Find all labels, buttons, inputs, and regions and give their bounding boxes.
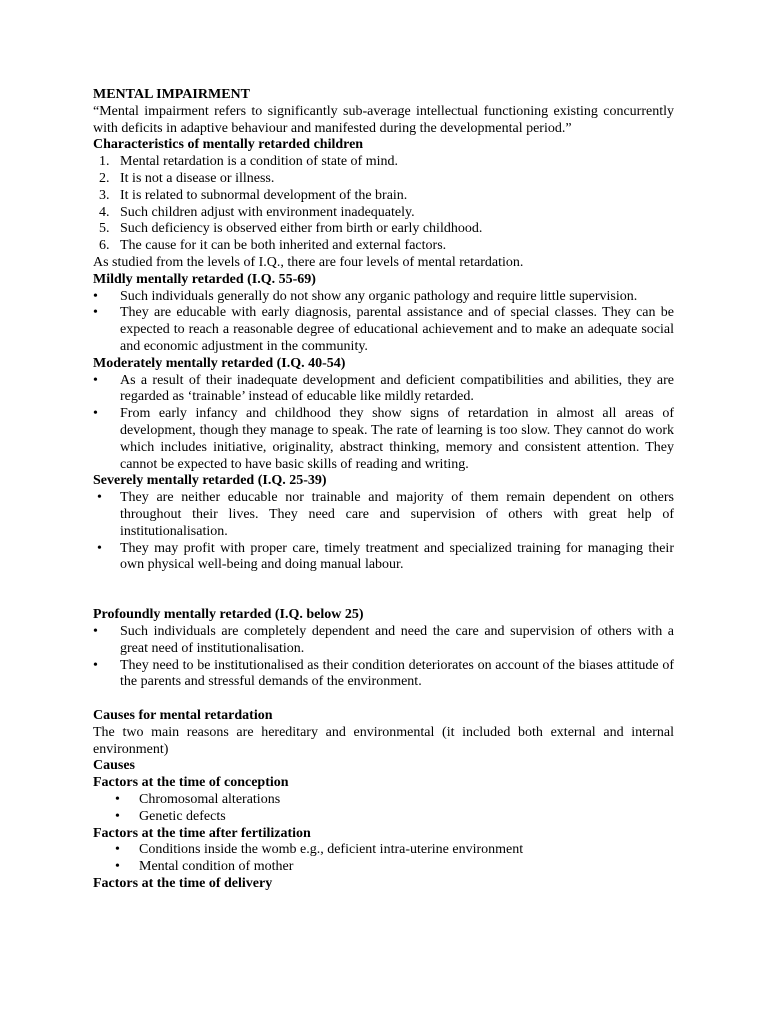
- severe-list: [93, 490, 674, 574]
- spacer: [93, 574, 674, 607]
- item-number: 4.: [99, 204, 110, 220]
- causes-subheading: Causes: [93, 758, 136, 774]
- item-number: 3.: [99, 187, 110, 203]
- list-item: • Such individuals generally do not show any organic pathology and require little supervision.: [93, 289, 674, 306]
- list-item: [93, 221, 674, 238]
- levels-intro: As studied from the levels of I.Q., there are four levels of mental retardation.: [93, 254, 524, 270]
- item-text: Such deficiency is observed either from birth or early childhood.: [120, 221, 483, 237]
- characteristics-list: [93, 154, 674, 255]
- item-text: The cause for it can be both inherited and external factors.: [120, 238, 447, 254]
- moderate-list: [93, 373, 674, 474]
- list-item: [93, 171, 674, 188]
- spacer: [93, 691, 674, 708]
- after-fertilization-list: [93, 842, 674, 876]
- list-item: • Conditions inside the womb e.g., deficient intra-uterine environment: [93, 842, 674, 859]
- item-text: It is not a disease or illness.: [120, 170, 275, 186]
- definition-paragraph: “Mental impairment refers to significantly sub-average intellectual functioning existing concurrently with deficits in adaptive behaviour and manifested during the developmental period.”: [93, 103, 674, 136]
- after-fertilization-heading: Factors at the time after fertilization: [93, 825, 311, 841]
- conception-list: [93, 792, 674, 826]
- conception-heading: Factors at the time of conception: [93, 775, 289, 791]
- list-item: • Mental condition of mother: [93, 859, 674, 876]
- list-item: • They may profit with proper care, timely treatment and specialized training for managing their own physical well-being and doing manual labour.: [93, 541, 674, 575]
- delivery-heading: Factors at the time of delivery: [93, 876, 273, 892]
- list-item: • Chromosomal alterations: [93, 792, 674, 809]
- list-item: • From early infancy and childhood they show signs of retardation in almost all areas of development, though they manage to speak. The rate of learning is too slow. They cannot do work which includes initiative, originality, abstract thinking, memory and consistent attention. They cannot be expected to have basic skills of reading and writing.: [93, 406, 674, 473]
- item-number: 5.: [99, 221, 110, 237]
- item-number: 1.: [99, 154, 110, 170]
- causes-heading: Causes for mental retardation: [93, 708, 273, 724]
- profound-list: [93, 624, 674, 691]
- moderate-heading: Moderately mentally retarded (I.Q. 40-54): [93, 355, 346, 371]
- item-number: 6.: [99, 238, 110, 254]
- mild-list: [93, 289, 674, 356]
- list-item: • They need to be institutionalised as their condition deteriorates on account of the biases attitude of the parents and stressful demands of the environment.: [93, 658, 674, 692]
- profound-heading: Profoundly mentally retarded (I.Q. below 25): [93, 607, 364, 623]
- mild-heading: Mildly mentally retarded (I.Q. 55-69): [93, 271, 316, 287]
- item-text: It is related to subnormal development of the brain.: [120, 187, 408, 203]
- list-item: • Genetic defects: [93, 809, 674, 826]
- severe-heading: Severely mentally retarded (I.Q. 25-39): [93, 473, 327, 489]
- list-item: • As a result of their inadequate development and deficient compatibilities and abilities, they are regarded as ‘trainable’ instead of educable like mildly retarded.: [93, 373, 674, 407]
- item-number: 2.: [99, 170, 110, 186]
- list-item: [93, 188, 674, 205]
- list-item: [93, 238, 674, 255]
- list-item: • They are educable with early diagnosis, parental assistance and of special classes. They can be expected to reach a reasonable degree of educational achievement and to make an adequate social and economic adjustment in the community.: [93, 305, 674, 355]
- causes-intro: The two main reasons are hereditary and environmental (it included both external and internal environment): [93, 724, 674, 757]
- list-item: [93, 154, 674, 171]
- document-body: [93, 87, 674, 893]
- characteristics-heading: Characteristics of mentally retarded children: [93, 137, 364, 153]
- item-text: Mental retardation is a condition of state of mind.: [120, 154, 398, 170]
- list-item: • They are neither educable nor trainable and majority of them remain dependent on others throughout their lives. They need care and supervision of others with great help of institutionalisation.: [93, 490, 674, 540]
- document-title: MENTAL IMPAIRMENT: [93, 87, 250, 102]
- item-text: Such children adjust with environment inadequately.: [120, 204, 415, 220]
- list-item: [93, 205, 674, 222]
- list-item: • Such individuals are completely dependent and need the care and supervision of others with a great need of institutionalisation.: [93, 624, 674, 658]
